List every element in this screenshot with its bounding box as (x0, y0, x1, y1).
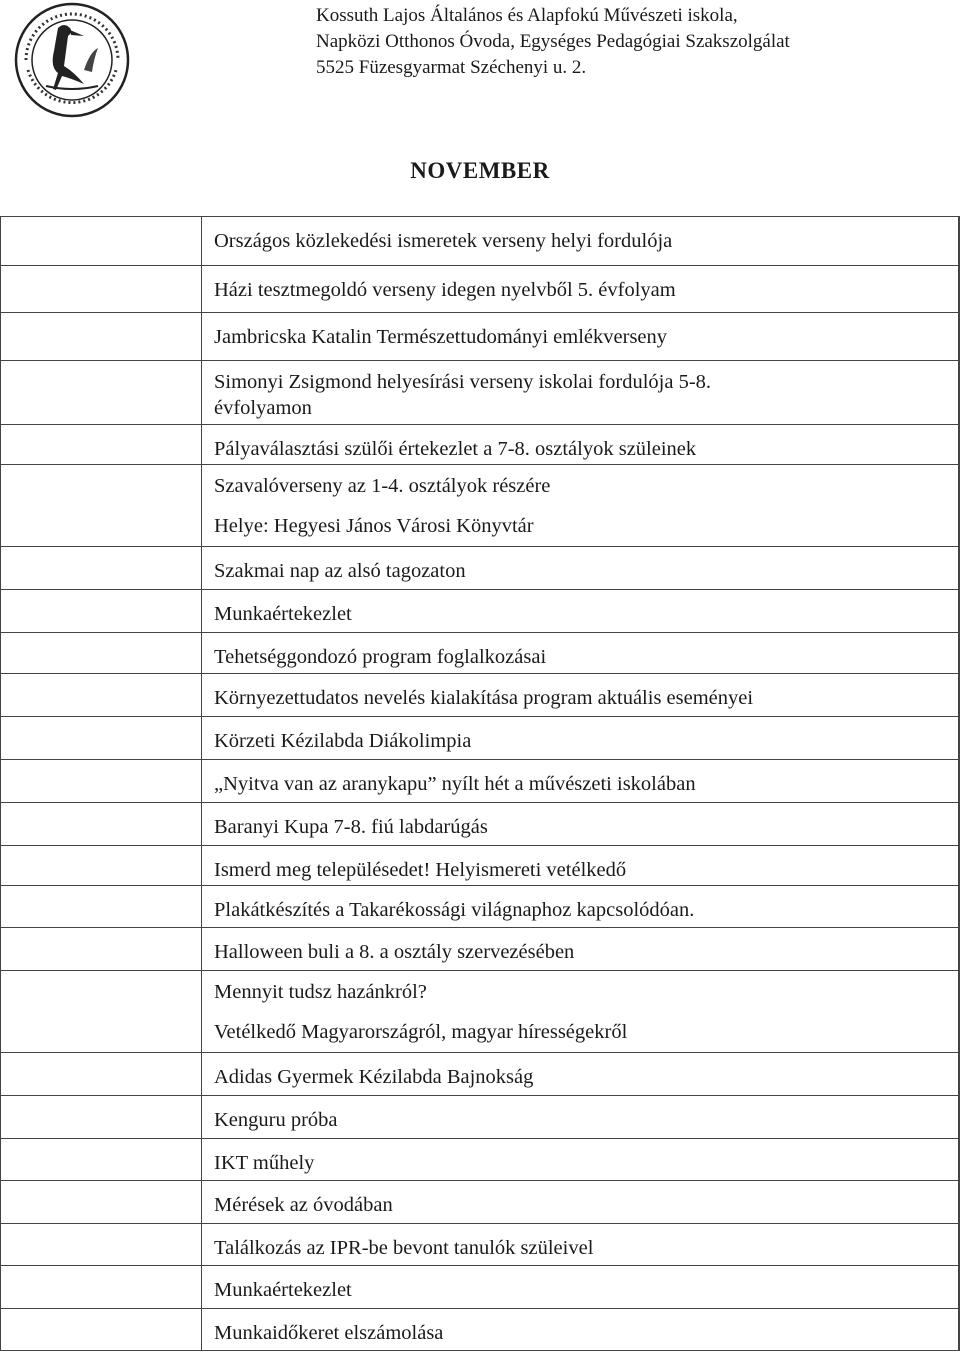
event-note-cell (959, 1096, 960, 1139)
header-address-line: 5525 Füzesgyarmat Széchenyi u. 2. (316, 57, 587, 78)
school-header (316, 3, 790, 81)
event-note-cell (959, 803, 960, 846)
event-text: Körzeti Kézilabda Diákolimpia (214, 730, 472, 752)
event-date-cell (1, 717, 202, 760)
event-date-cell (1, 1224, 202, 1266)
event-note-cell (959, 217, 960, 266)
event-note-cell (959, 547, 960, 590)
event-description-cell (202, 803, 959, 846)
event-date-cell (1, 361, 202, 425)
event-row (1, 1096, 960, 1139)
event-note-cell (959, 313, 960, 361)
event-text: Baranyi Kupa 7-8. fiú labdarúgás (214, 816, 488, 838)
event-description-cell (202, 590, 959, 633)
event-text: Vetélkedő Magyarországról, magyar hírességekről (214, 1021, 628, 1043)
event-description-cell (202, 971, 959, 1053)
event-date-cell (1, 425, 202, 465)
event-row (1, 1053, 960, 1096)
event-row (1, 1139, 960, 1181)
event-description-cell (202, 1139, 959, 1181)
event-text: Munkaértekezlet (214, 603, 352, 625)
event-row (1, 717, 960, 760)
event-text: Helye: Hegyesi János Városi Könyvtár (214, 515, 534, 537)
event-description-cell (202, 886, 959, 928)
event-note-cell (959, 266, 960, 313)
event-description-cell (202, 674, 959, 717)
event-date-cell (1, 1309, 202, 1351)
event-text: IKT műhely (214, 1152, 315, 1174)
event-text: Plakátkészítés a Takarékossági világnaphoz kapcsolódóan. (214, 899, 695, 921)
event-description-cell (202, 717, 959, 760)
event-note-cell (959, 1139, 960, 1181)
event-date-cell (1, 1139, 202, 1181)
event-row (1, 928, 960, 971)
event-note-cell (959, 674, 960, 717)
event-description-cell (202, 425, 959, 465)
event-text: Tehetséggondozó program foglalkozásai (214, 646, 547, 668)
event-note-cell (959, 465, 960, 547)
event-row (1, 633, 960, 674)
event-description-cell (202, 361, 959, 425)
event-text: Adidas Gyermek Kézilabda Bajnokság (214, 1066, 534, 1088)
event-description-cell (202, 1181, 959, 1224)
event-note-cell (959, 717, 960, 760)
event-text: Országos közlekedési ismeretek verseny helyi fordulója (214, 230, 673, 252)
event-text: Halloween buli a 8. a osztály szervezésében (214, 941, 575, 963)
event-text: Simonyi Zsigmond helyesírási verseny iskolai fordulója 5-8. (214, 371, 712, 393)
event-date-cell (1, 1266, 202, 1309)
event-text: Pályaválasztási szülői értekezlet a 7-8. osztályok szüleinek (214, 438, 697, 460)
event-note-cell (959, 590, 960, 633)
events-table (0, 216, 960, 1351)
event-description-cell (202, 1053, 959, 1096)
event-note-cell (959, 425, 960, 465)
event-row (1, 217, 960, 266)
event-date-cell (1, 266, 202, 313)
event-date-cell (1, 846, 202, 886)
event-text: Munkaértekezlet (214, 1279, 352, 1301)
event-text: Szakmai nap az alsó tagozaton (214, 560, 466, 582)
event-text: Találkozás az IPR-be bevont tanulók szüleivel (214, 1237, 594, 1259)
event-description-cell (202, 313, 959, 361)
event-description-cell (202, 633, 959, 674)
event-text: Kenguru próba (214, 1109, 338, 1131)
header-institution-line: Napközi Otthonos Óvoda, Egységes Pedagógiai Szakszolgálat (316, 31, 790, 52)
event-date-cell (1, 217, 202, 266)
event-description-cell (202, 760, 959, 803)
event-description-cell (202, 1309, 959, 1351)
event-row (1, 886, 960, 928)
event-date-cell (1, 674, 202, 717)
event-date-cell (1, 886, 202, 928)
event-description-cell (202, 1266, 959, 1309)
event-note-cell (959, 1309, 960, 1351)
month-heading: NOVEMBER (410, 158, 550, 183)
event-text: Mérések az óvodában (214, 1194, 393, 1216)
event-row (1, 313, 960, 361)
event-text: Házi tesztmegoldó verseny idegen nyelvből 5. évfolyam (214, 279, 676, 301)
event-description-cell (202, 1096, 959, 1139)
event-row (1, 674, 960, 717)
header-school-name-line: Kossuth Lajos Általános és Alapfokú Művészeti iskola, (316, 5, 738, 26)
event-description-cell (202, 217, 959, 266)
event-text: Ismerd meg településedet! Helyismereti vetélkedő (214, 859, 627, 881)
event-date-cell (1, 803, 202, 846)
event-note-cell (959, 1181, 960, 1224)
event-row (1, 1224, 960, 1266)
event-row (1, 760, 960, 803)
event-row (1, 465, 960, 547)
event-text: évfolyamon (214, 397, 312, 419)
event-date-cell (1, 928, 202, 971)
event-row (1, 547, 960, 590)
event-date-cell (1, 313, 202, 361)
event-note-cell (959, 760, 960, 803)
event-note-cell (959, 633, 960, 674)
event-date-cell (1, 590, 202, 633)
event-row (1, 971, 960, 1053)
event-row (1, 846, 960, 886)
event-row (1, 803, 960, 846)
event-note-cell (959, 1224, 960, 1266)
event-text: „Nyitva van az aranykapu” nyílt hét a művészeti iskolában (214, 773, 696, 795)
event-note-cell (959, 971, 960, 1053)
event-description-cell (202, 465, 959, 547)
event-date-cell (1, 971, 202, 1053)
event-date-cell (1, 547, 202, 590)
event-row (1, 1181, 960, 1224)
event-description-cell (202, 1224, 959, 1266)
event-text: Mennyit tudsz hazánkról? (214, 981, 427, 1003)
event-description-cell (202, 266, 959, 313)
event-row (1, 590, 960, 633)
event-date-cell (1, 1096, 202, 1139)
event-date-cell (1, 760, 202, 803)
event-note-cell (959, 928, 960, 971)
school-seal-logo (6, 0, 138, 120)
event-note-cell (959, 846, 960, 886)
event-note-cell (959, 361, 960, 425)
event-text: Környezettudatos nevelés kialakítása program aktuális eseményei (214, 687, 754, 709)
event-row (1, 266, 960, 313)
event-date-cell (1, 1181, 202, 1224)
event-date-cell (1, 633, 202, 674)
event-row (1, 425, 960, 465)
event-date-cell (1, 465, 202, 547)
event-note-cell (959, 886, 960, 928)
event-text: Szavalóverseny az 1-4. osztályok részére (214, 475, 551, 497)
event-note-cell (959, 1053, 960, 1096)
event-date-cell (1, 1053, 202, 1096)
event-row (1, 361, 960, 425)
event-description-cell (202, 928, 959, 971)
event-description-cell (202, 547, 959, 590)
event-row (1, 1266, 960, 1309)
event-text: Jambricska Katalin Természettudományi emlékverseny (214, 326, 668, 348)
event-row (1, 1309, 960, 1351)
event-text: Munkaidőkeret elszámolása (214, 1322, 444, 1344)
event-description-cell (202, 846, 959, 886)
event-note-cell (959, 1266, 960, 1309)
